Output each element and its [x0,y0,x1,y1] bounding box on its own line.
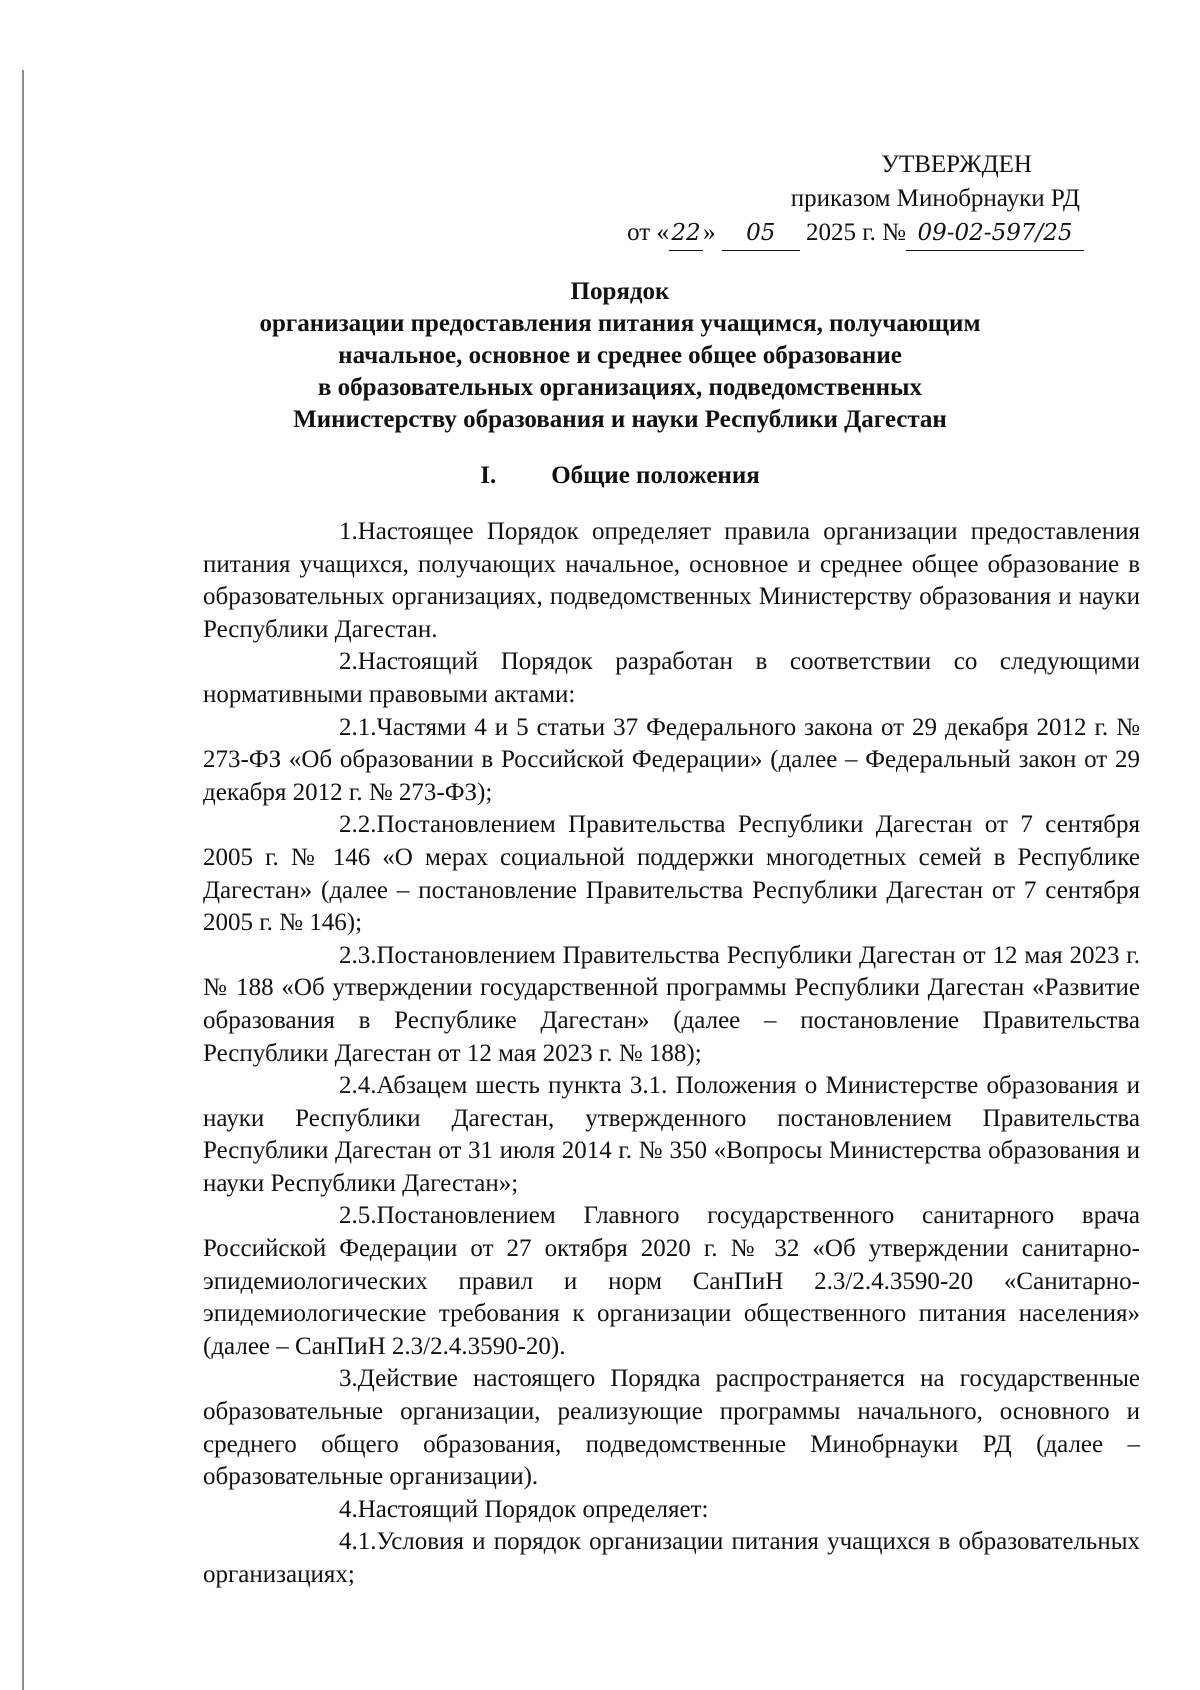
paragraph-number: 2. [339,648,358,676]
paragraph-1 [203,516,1140,646]
paragraph-2-1 [203,712,1140,810]
order-number-handwritten: 09-02-597/25 [906,216,1084,251]
paragraph-4-1 [203,1526,1140,1591]
title-line-4: в образовательных организациях, подведомственных [317,374,923,401]
paragraph-2 [203,646,1140,711]
paragraph-text: Действие настоящего Порядка распространяется на государственные образовательные организации, реализующие программы начального, основного и среднего общего образования, подведомственные Минобрнауки РД (далее – образовательные организации). [203,1365,1140,1491]
paragraph-number: 3. [339,1365,358,1393]
date-year: 2025 г. № [799,219,906,246]
scan-edge-line [22,70,24,1690]
section-number: I. [480,462,497,489]
date-month-handwritten: 05 [722,216,800,251]
paragraph-2-5 [203,1200,1140,1363]
paragraph-text: Постановлением Главного государственного санитарного врача Российской Федерации от 27 октября 2020 г. № 32 «Об утверждении санитарно-эпидемиологических правил и норм СанПиН 2.3/2.4.3590-20 «Санитарно-эпидемиологические требования к организации общественного питания населения» (далее – СанПиН 2.3/2.4.3590-20). [203,1202,1140,1360]
date-prefix: от « [627,219,669,246]
date-day-handwritten: 22 [669,216,703,251]
paragraph-text: Постановлением Правительства Республики Дагестан от 12 мая 2023 г. № 188 «Об утверждении государственной программы Республики Дагестан «Развитие образования в Республике Дагестан» (далее – постановление Правительства Республики Дагестан от 12 мая 2023 г. № 188); [203,941,1140,1067]
body-text [203,516,1140,1592]
paragraph-text: Условия и порядок организации питания учащихся в образовательных организациях; [203,1528,1140,1588]
paragraph-text: Настоящее Порядок определяет правила организации предоставления питания учащихся, получающих начальное, основное и среднее общее образование в образовательных организациях, подведомственных Министерству образования и науки Республики Дагестан. [203,518,1140,643]
approval-date-line [627,216,1084,251]
paragraph-text: Постановлением Правительства Республики Дагестан от 7 сентября 2005 г. № 146 «О мерах социальной поддержки многодетных семей в Республике Дагестан» (далее – постановление Правительства Республики Дагестан от 7 сентября 2005 г. № 146); [203,811,1140,937]
paragraph-text: Настоящий Порядок разработан в соответствии со следующими нормативными правовыми актами: [203,648,1140,708]
paragraph-number: 2.3. [339,941,377,969]
title-line-3: начальное, основное и среднее общее образование [338,342,902,369]
section-heading [180,462,1060,490]
paragraph-2-2 [203,809,1140,939]
section-title: Общие положения [551,462,760,489]
paragraph-number: 2.4. [339,1072,377,1100]
approval-block [627,148,1084,251]
paragraph-text: Настоящий Порядок определяет: [357,1495,709,1523]
paragraph-number: 2.1. [339,713,377,741]
paragraph-3 [203,1363,1140,1493]
approval-title: УТВЕРЖДЕН [881,151,1032,178]
paragraph-2-4 [203,1070,1140,1200]
paragraph-number: 2.5. [339,1202,377,1230]
paragraph-number: 2.2. [339,811,377,839]
paragraph-4 [203,1494,1140,1527]
paragraph-text: Частями 4 и 5 статьи 37 Федерального закона от 29 декабря 2012 г. № 273-ФЗ «Об образовании в Российской Федерации» (далее – Федеральный закон от 29 декабря 2012 г. № 273-ФЗ); [203,713,1140,806]
paragraph-2-3 [203,940,1140,1070]
paragraph-text: Абзацем шесть пункта 3.1. Положения о Министерстве образования и науки Республики Дагестан, утвержденного постановлением Правительства Республики Дагестан от 31 июля 2014 г. № 350 «Вопросы Министерства образования и науки Республики Дагестан»; [203,1072,1140,1197]
approval-order-line: приказом Минобрнауки РД [790,185,1080,212]
paragraph-number: 4. [339,1495,358,1523]
paragraph-number: 1. [339,518,358,545]
date-mid: » [702,219,716,246]
title-line-2: организации предоставления питания учащимся, получающим [259,310,981,337]
title-line-5: Министерству образования и науки Республики Дагестан [293,406,947,433]
title-line-1: Порядок [570,278,670,305]
paragraph-number: 4.1. [339,1528,377,1556]
document-title [180,276,1060,436]
